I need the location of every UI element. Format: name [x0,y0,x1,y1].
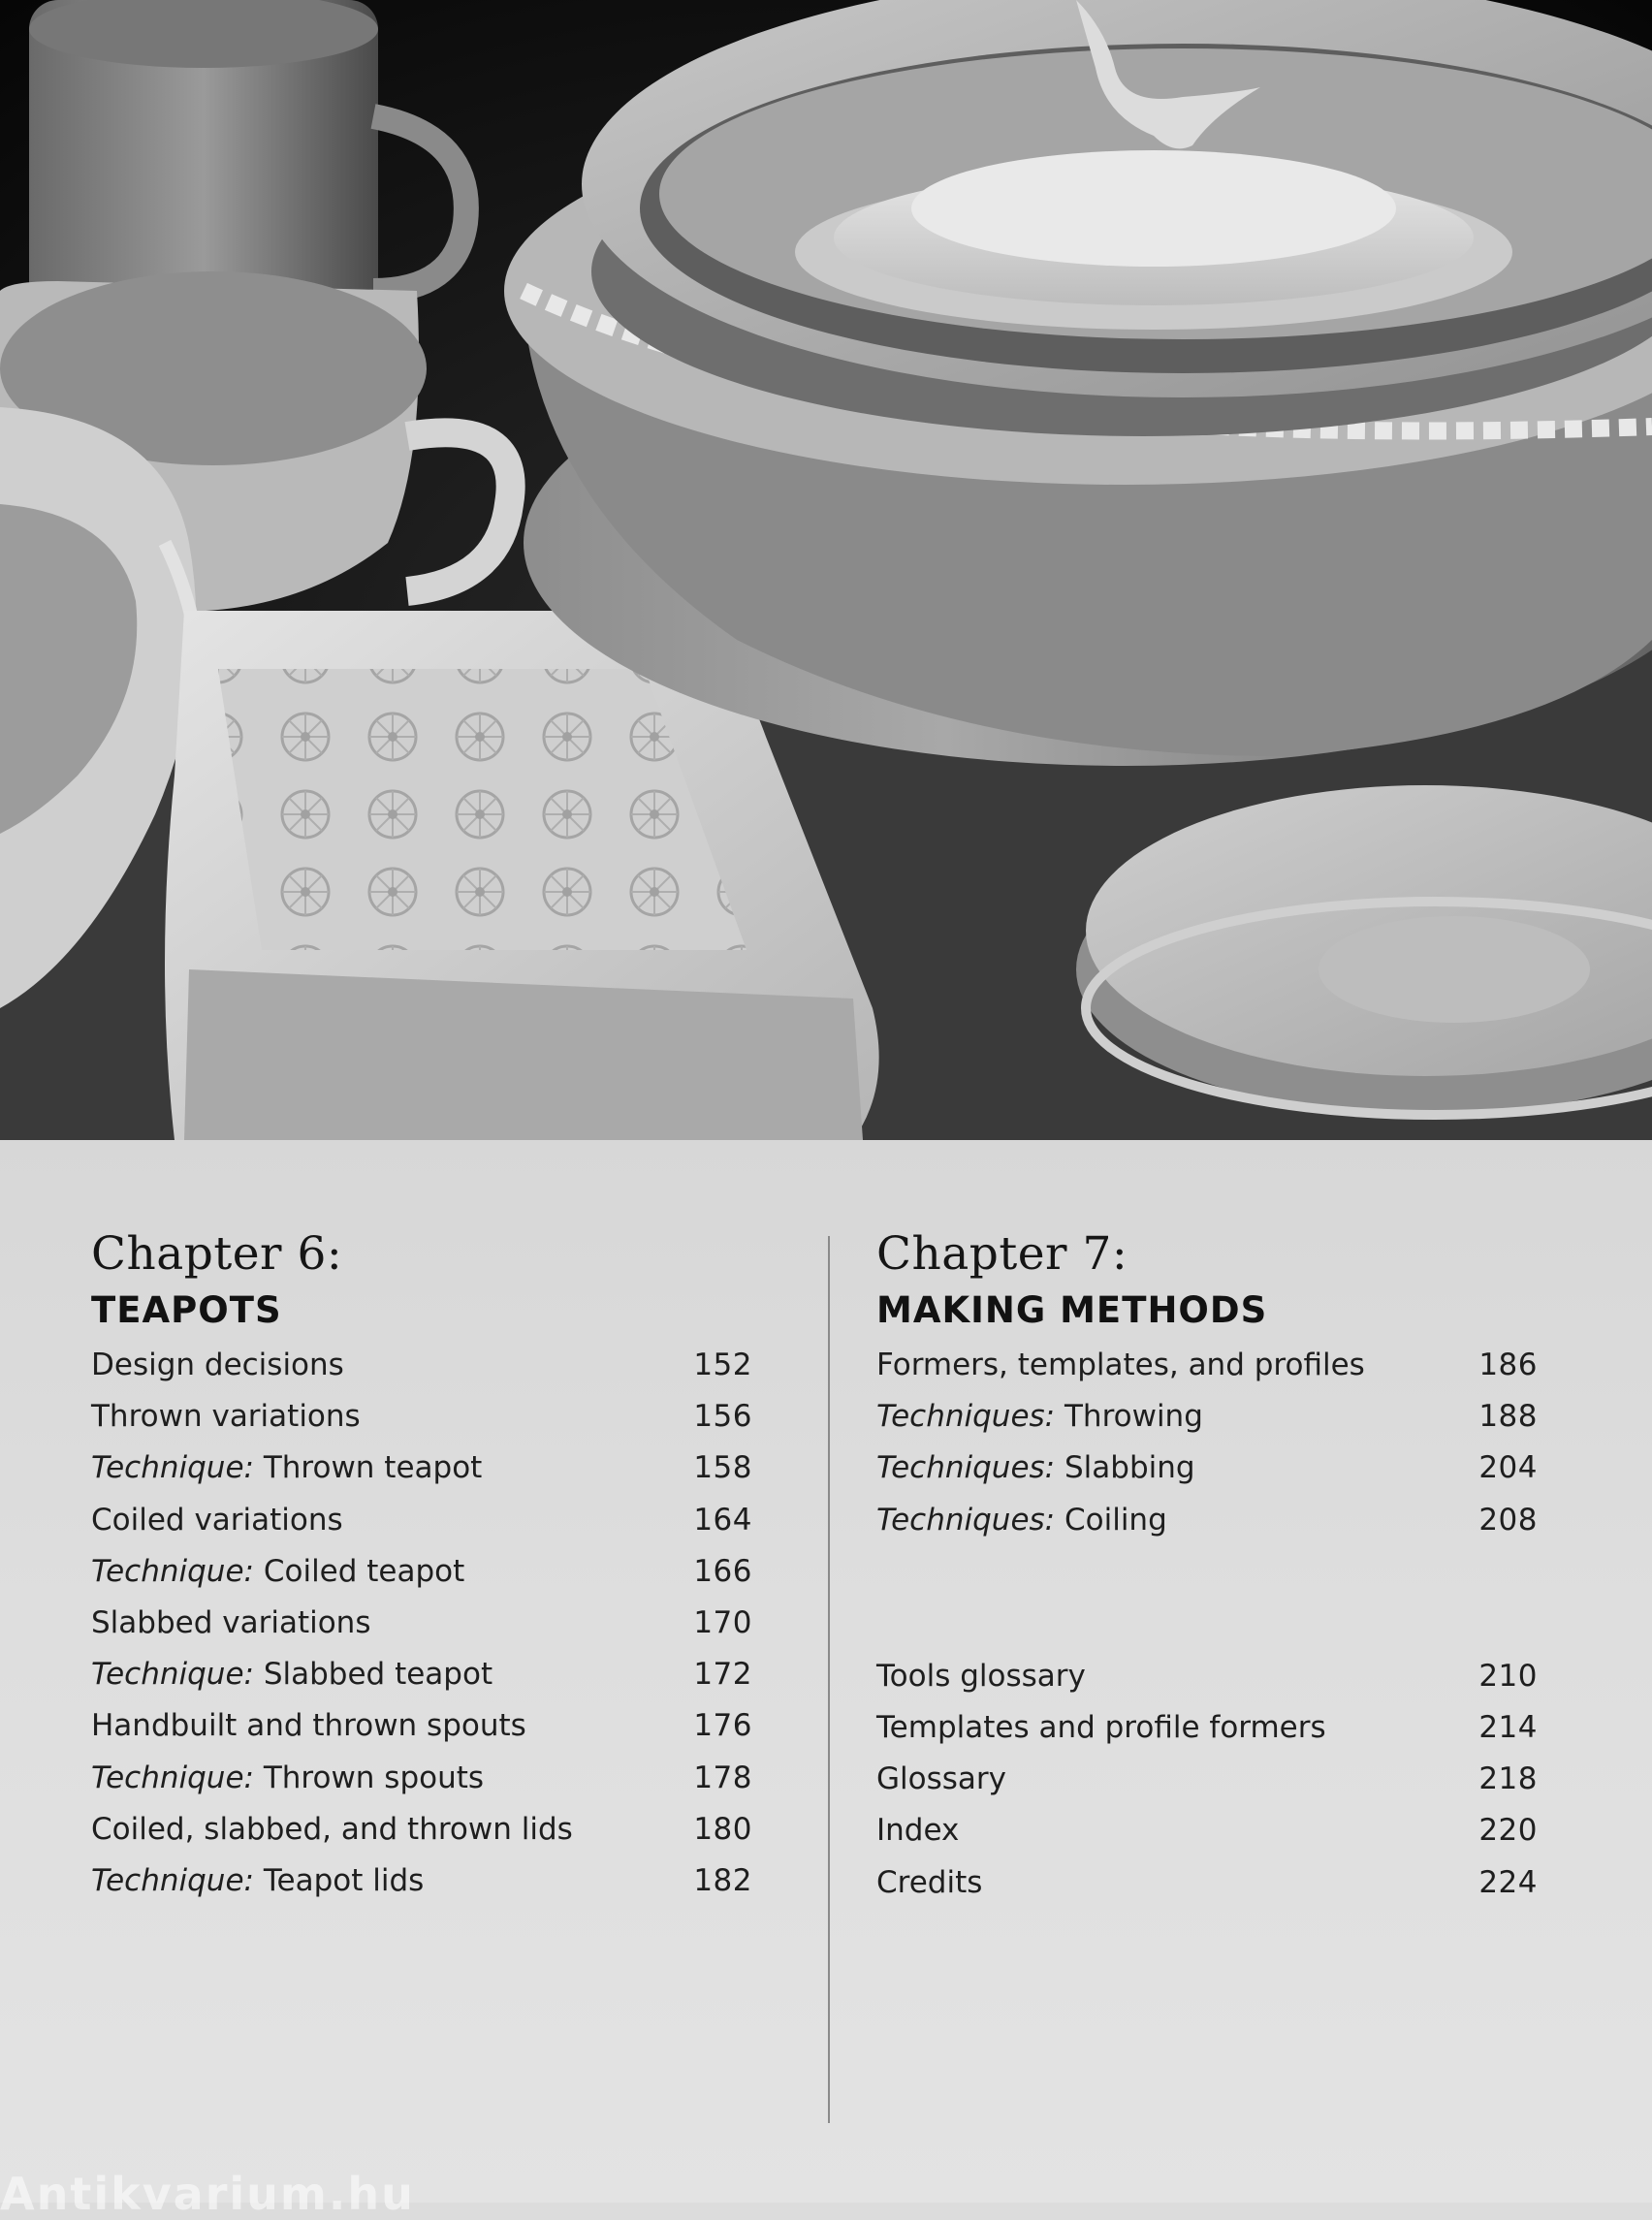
toc-entry[interactable]: Technique: Coiled teapot 166 [91,1546,752,1598]
chapter-6-column [91,1223,752,1907]
chapter-7-column [876,1223,1538,1909]
chapter-7-title: MAKING METHODS [876,1289,1268,1331]
page-number: 164 [693,1502,752,1538]
toc-entry[interactable]: Thrown variations 156 [91,1391,752,1443]
page-number: 224 [1478,1864,1538,1900]
toc-entry[interactable]: Formers, templates, and profiles 186 [876,1340,1538,1391]
page-number: 178 [693,1760,752,1795]
toc-entry[interactable]: Technique: Thrown spouts 178 [91,1753,752,1804]
chapter-7-entries [876,1340,1538,1546]
toc-entry[interactable]: Design decisions 152 [91,1340,752,1391]
page-number: 172 [693,1657,752,1693]
page-number: 182 [693,1862,752,1898]
toc-entry[interactable]: Index 220 [876,1805,1538,1856]
toc-entry[interactable]: Technique: Teapot lids 182 [91,1855,752,1907]
page-number: 176 [693,1708,752,1744]
page-number: 180 [693,1811,752,1847]
toc-entry[interactable]: Technique: Slabbed teapot 172 [91,1649,752,1700]
page-number: 208 [1478,1502,1538,1538]
toc-entry[interactable]: Techniques: Throwing 188 [876,1391,1538,1443]
toc-entry[interactable]: Slabbed variations 170 [91,1598,752,1649]
toc-entry[interactable]: Templates and profile formers 214 [876,1702,1538,1754]
watermark-text: Antikvarium.hu [0,2168,415,2220]
column-divider [828,1236,830,2123]
page-number: 158 [693,1450,752,1486]
page-number: 166 [693,1553,752,1589]
page-number: 214 [1478,1709,1538,1745]
back-matter-entries [876,1651,1538,1909]
page-number: 152 [693,1348,752,1382]
page-number: 210 [1478,1658,1538,1694]
toc-entry[interactable]: Handbuilt and thrown spouts 176 [91,1700,752,1752]
toc-entry[interactable]: Coiled variations 164 [91,1495,752,1546]
chapter-7-heading: Chapter 7: [876,1227,1128,1281]
page-number: 204 [1478,1450,1538,1486]
toc-entry[interactable]: Techniques: Coiling 208 [876,1495,1538,1546]
chapter-6-entries [91,1340,752,1907]
toc-entry[interactable]: Tools glossary 210 [876,1651,1538,1702]
chapter-6-title: TEAPOTS [91,1289,282,1331]
page-number: 220 [1478,1813,1538,1849]
toc-entry[interactable]: Coiled, slabbed, and thrown lids 180 [91,1804,752,1855]
toc-entry[interactable]: Credits 224 [876,1857,1538,1909]
toc-entry[interactable]: Technique: Thrown teapot 158 [91,1443,752,1494]
toc-entry[interactable]: Glossary 218 [876,1754,1538,1805]
chapter-6-heading: Chapter 6: [91,1227,343,1281]
page-number: 218 [1478,1761,1538,1797]
page-number: 170 [693,1604,752,1640]
toc-entry[interactable]: Techniques: Slabbing 204 [876,1443,1538,1494]
page-number: 188 [1478,1399,1538,1435]
page-number: 156 [693,1399,752,1435]
page-number: 186 [1478,1348,1538,1382]
